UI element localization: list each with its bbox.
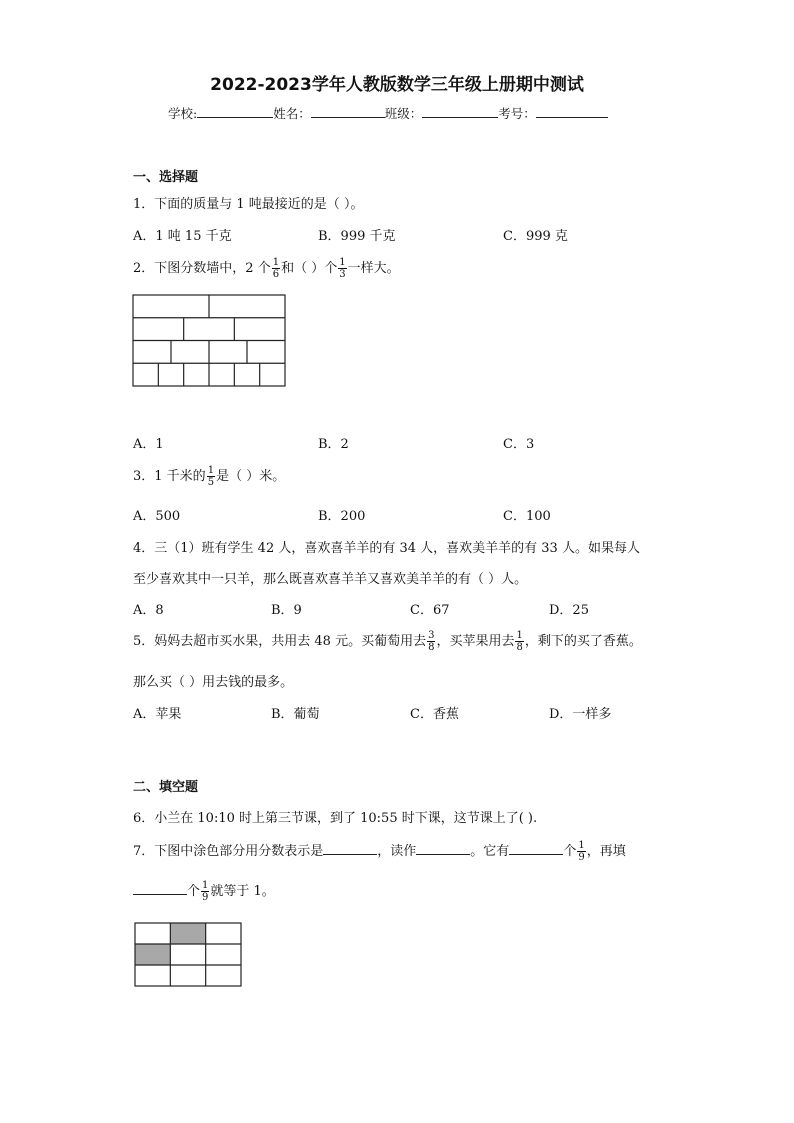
- name-blank[interactable]: [311, 104, 385, 118]
- q1-option-a[interactable]: A．1 吨 15 千克: [133, 229, 232, 244]
- question-2: [133, 257, 400, 280]
- q2-mid: 和（ ）个: [281, 261, 338, 276]
- fraction-three-eighths: $\frac{3}{8}$: [428, 630, 435, 653]
- q5-option-c[interactable]: C．香蕉: [410, 707, 459, 722]
- q7-post: ，再填: [586, 844, 626, 859]
- q5-option-d[interactable]: D．一样多: [549, 707, 612, 722]
- fraction-one-ninth-2: $\frac{1}{9}$: [202, 880, 209, 903]
- q7-pre: 7．下图中涂色部分用分数表示是: [133, 844, 324, 859]
- q7-mid3: 个: [563, 844, 577, 859]
- q5-option-a[interactable]: A．苹果: [133, 707, 182, 722]
- class-label: 班级：: [384, 106, 423, 121]
- q2-option-c[interactable]: C．3: [503, 437, 535, 452]
- q3-option-a[interactable]: A．500: [133, 509, 181, 524]
- fraction-one-fifth: $\frac{1}{5}$: [207, 465, 215, 488]
- shaded-grid-diagram: [134, 922, 244, 988]
- fraction-one-ninth: $\frac{1}{9}$: [578, 840, 585, 863]
- q7-blank-fraction[interactable]: [323, 842, 377, 855]
- q4-option-d[interactable]: D．25: [549, 603, 589, 618]
- q2-option-a[interactable]: A．1: [133, 437, 164, 452]
- q7-line2-mid: 个: [187, 884, 201, 899]
- question-6: 6．小兰在 10:10 时上第三节课，到了 10:55 时下课，这节课上了( ).: [133, 811, 538, 826]
- q1-option-c[interactable]: C．999 克: [503, 229, 568, 244]
- section-fill-title: 二、填空题: [133, 780, 199, 795]
- q7-mid2: 。它有: [470, 844, 510, 859]
- number-blank[interactable]: [536, 104, 608, 118]
- school-label: 学校:: [168, 106, 198, 121]
- q3-pre: 3．1 千米的: [133, 469, 206, 484]
- q5-mid: ，买苹果用去: [436, 634, 515, 649]
- q7-blank-more[interactable]: [133, 882, 187, 895]
- q5-option-b[interactable]: B．葡萄: [271, 707, 320, 722]
- q7-blank-count[interactable]: [509, 842, 563, 855]
- question-5-line1: [133, 630, 642, 653]
- fraction-one-sixth: $\frac{1}{6}$: [272, 257, 280, 280]
- name-label: 姓名：: [273, 106, 311, 121]
- page-title: 2022-2023学年人教版数学三年级上册期中测试: [210, 75, 584, 95]
- shaded-cell-top-middle: [170, 923, 205, 944]
- question-7-line1: [133, 840, 626, 863]
- q7-mid1: ，读作: [377, 844, 417, 859]
- q4-option-a[interactable]: A．8: [133, 603, 164, 618]
- question-4-line2: 至少喜欢其中一只羊，那么既喜欢喜羊羊又喜欢美羊羊的有（ ）人。: [133, 572, 528, 587]
- fraction-one-eighth: $\frac{1}{8}$: [516, 630, 523, 653]
- q7-line2-post: 就等于 1。: [210, 884, 275, 899]
- q1-option-b[interactable]: B．999 千克: [318, 229, 396, 244]
- section-choice-title: 一、选择题: [133, 170, 199, 185]
- question-5-line2: 那么买（ ）用去钱的最多。: [133, 675, 294, 690]
- q3-post: 是（ ）米。: [216, 469, 286, 484]
- q7-blank-reading[interactable]: [416, 842, 470, 855]
- q5-post: ，剩下的买了香蕉。: [524, 634, 642, 649]
- school-blank[interactable]: [197, 104, 273, 118]
- q4-option-b[interactable]: B．9: [271, 603, 302, 618]
- q5-pre: 5．妈妈去超市买水果，共用去 48 元。买葡萄用去: [133, 634, 427, 649]
- number-label: 考号：: [498, 106, 536, 121]
- fraction-wall-diagram: [132, 294, 287, 388]
- student-info-line: [168, 104, 608, 122]
- q4-option-c[interactable]: C．67: [410, 603, 450, 618]
- question-7-line2: [133, 880, 275, 903]
- question-3: [133, 465, 285, 488]
- question-1: 1．下面的质量与 1 吨最接近的是（ ）。: [133, 197, 364, 212]
- q3-option-b[interactable]: B．200: [318, 509, 366, 524]
- q2-post: 一样大。: [347, 261, 400, 276]
- q2-option-b[interactable]: B．2: [318, 437, 349, 452]
- shaded-cell-middle-left: [135, 944, 170, 965]
- q3-option-c[interactable]: C．100: [503, 509, 551, 524]
- q2-pre: 2．下图分数墙中，2 个: [133, 261, 271, 276]
- question-4-line1: 4．三（1）班有学生 42 人，喜欢喜羊羊的有 34 人，喜欢美羊羊的有 33 人。如果每人: [133, 541, 640, 556]
- fraction-one-third: $\frac{1}{3}$: [339, 257, 346, 280]
- class-blank[interactable]: [422, 104, 498, 118]
